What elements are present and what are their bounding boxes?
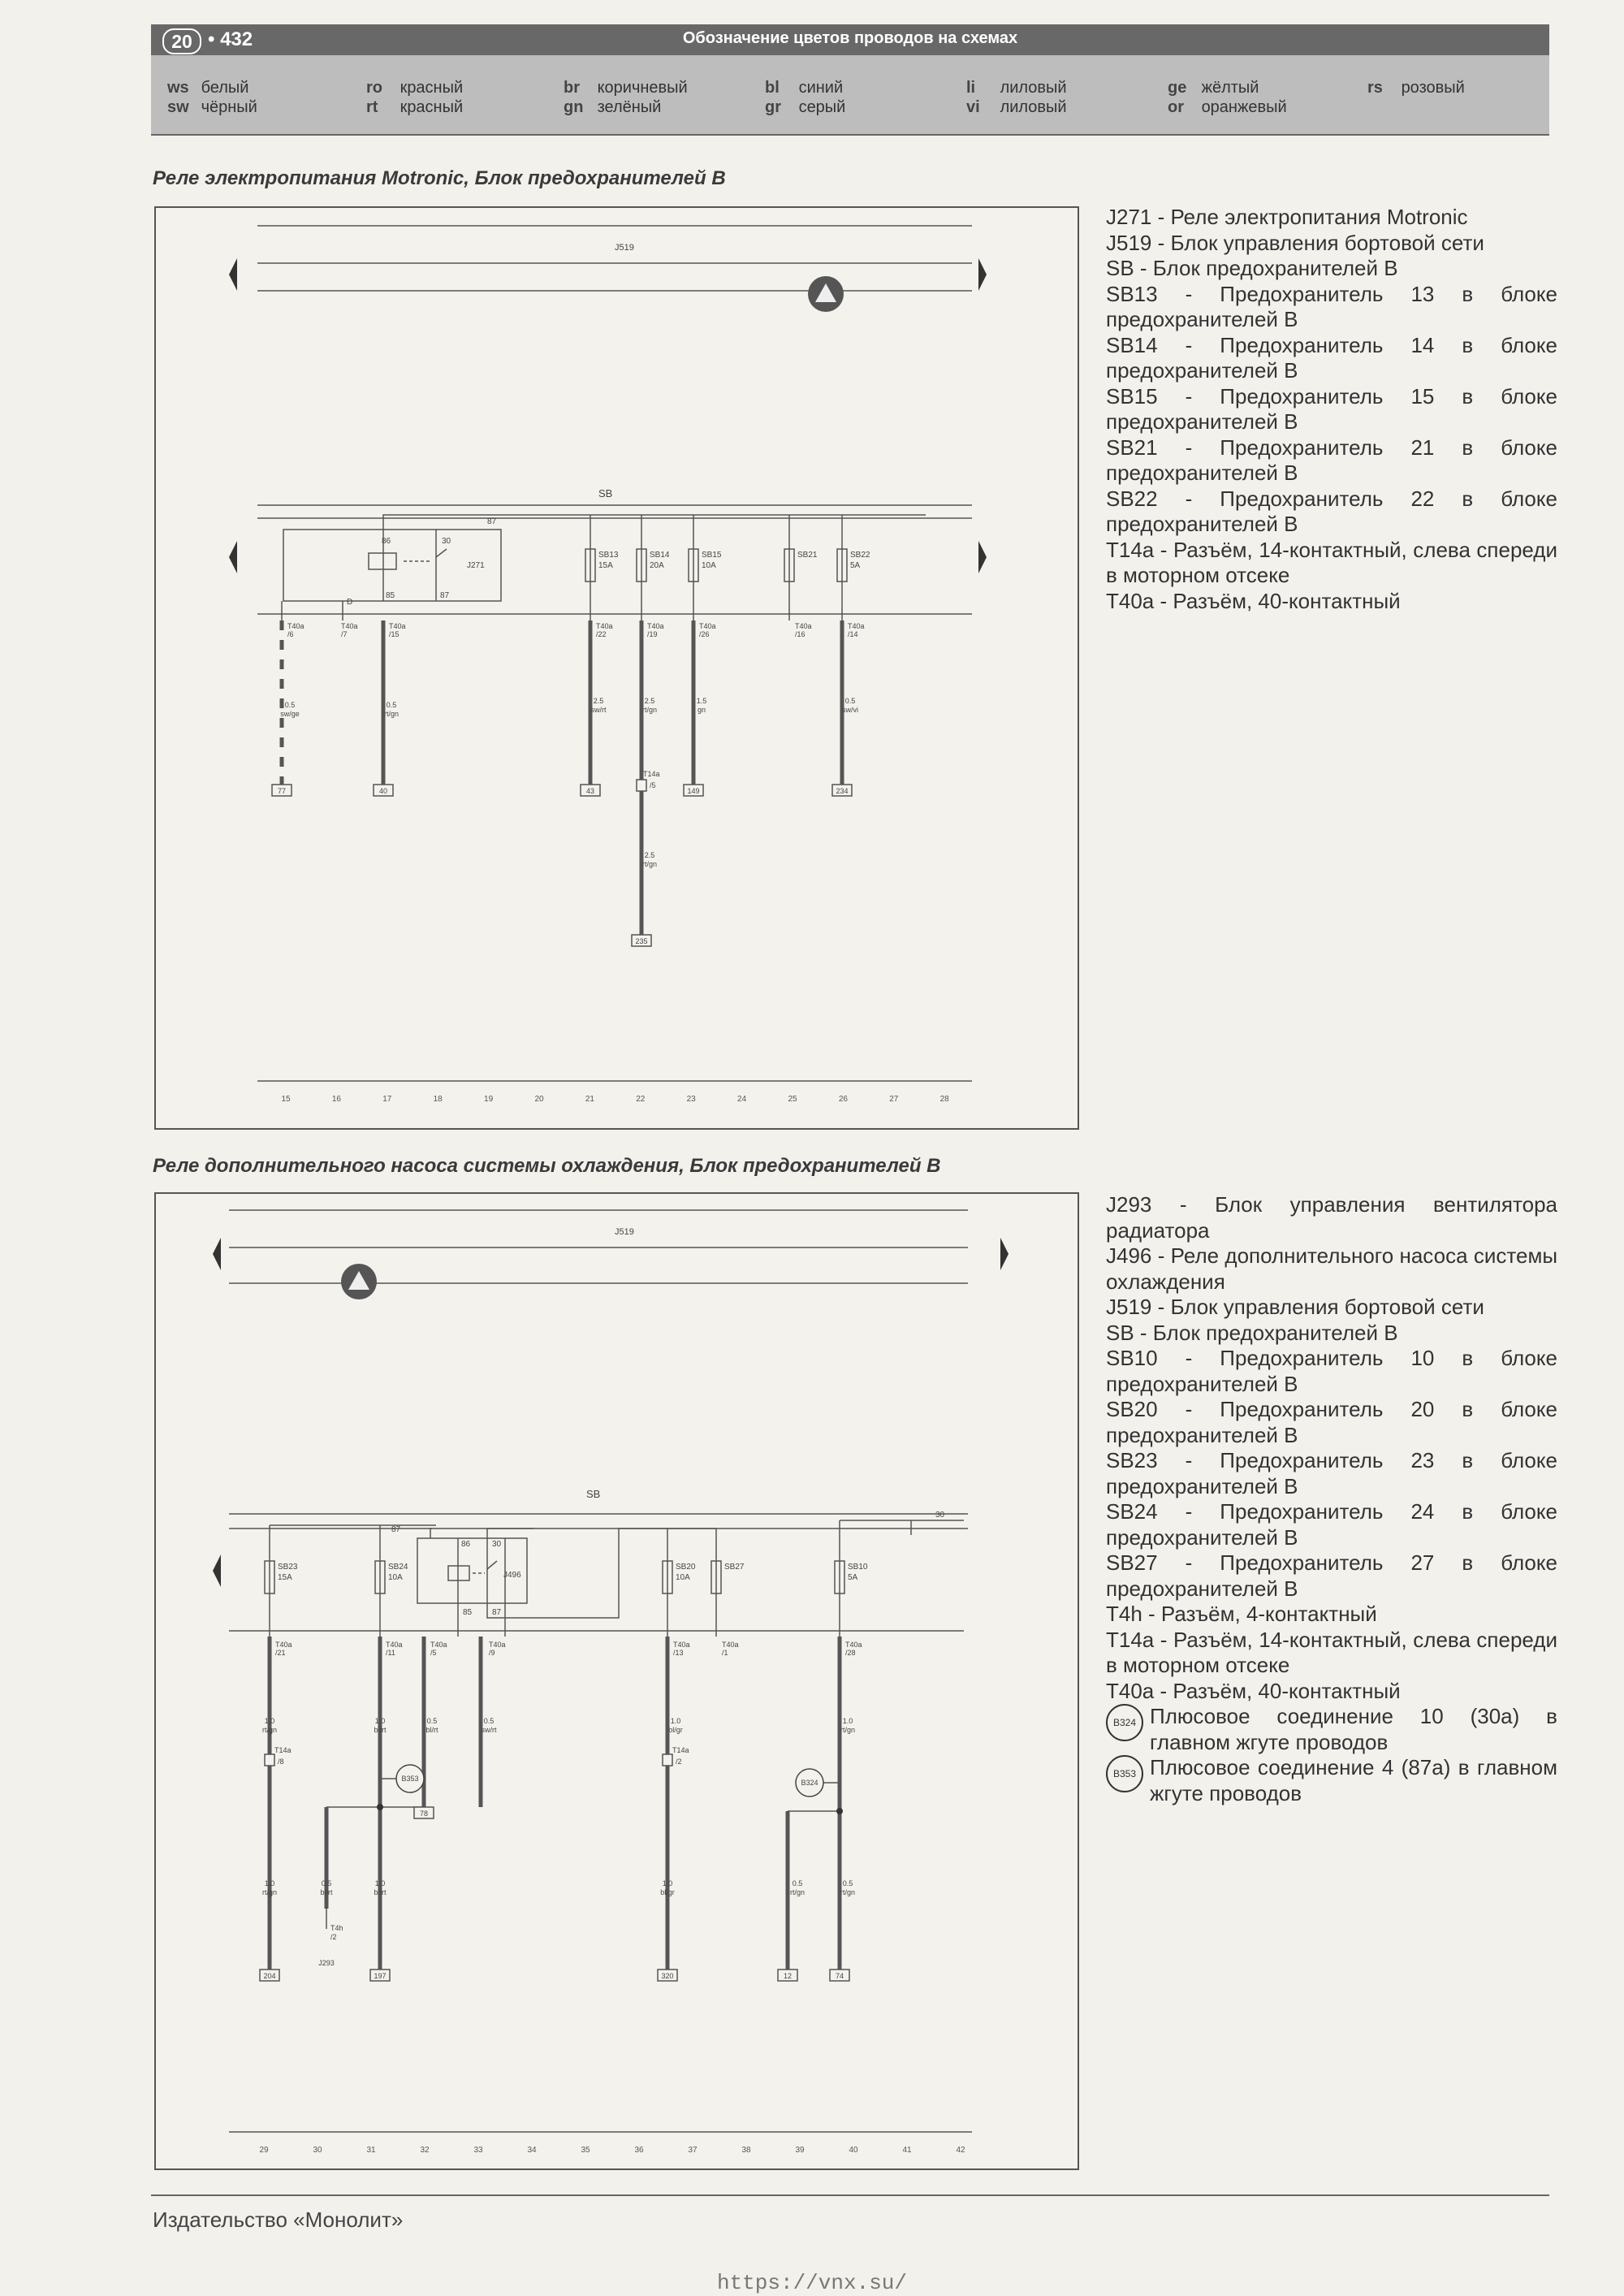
junction-dot — [836, 1808, 843, 1814]
wire-size: 1.0 — [264, 1717, 275, 1725]
connector-label: T40a — [647, 622, 664, 630]
arrow-right-icon — [978, 258, 987, 291]
connector-label: T4h — [330, 1924, 343, 1932]
connector-pin: /13 — [673, 1649, 684, 1657]
grid-number: 32 — [420, 2146, 430, 2155]
node-symbol-icon: B353 — [1106, 1755, 1143, 1792]
t14a-connector — [637, 780, 646, 791]
wire-size: 0.5 — [844, 697, 856, 705]
legend-item: SB15 - Предохранитель 15 в блоке предохранителей В — [1106, 383, 1557, 434]
color-code-list: ge жёлтый or оранжевый — [1168, 79, 1287, 116]
grid-number: 28 — [939, 1095, 949, 1104]
wire-size: 2.5 — [644, 697, 655, 705]
wire-size: 0.5 — [792, 1879, 803, 1887]
connector-pin: /11 — [386, 1649, 395, 1657]
connector-pin: /19 — [647, 630, 658, 638]
ref-number: 77 — [277, 787, 287, 795]
legend-item: SB13 - Предохранитель 13 в блоке предохранителей В — [1106, 281, 1557, 331]
relay-pin: 87 — [440, 591, 450, 600]
connector-pin: /16 — [795, 630, 806, 638]
grid-number: 25 — [788, 1095, 797, 1104]
connector-pin: /2 — [330, 1933, 337, 1941]
arrow-left-icon — [213, 1238, 221, 1270]
j519-label: J519 — [615, 243, 634, 253]
legend-item: J271 - Реле электропитания Motronic — [1106, 205, 1468, 229]
grid-numbers — [281, 1095, 949, 1104]
fuse-name: SB27 — [724, 1563, 745, 1572]
bus-30-label: 30 — [935, 1511, 945, 1520]
color-code-list: ws белый sw чёрный — [167, 79, 257, 116]
wire-color: bl/rt — [320, 1888, 333, 1896]
grid-number: 30 — [313, 2146, 322, 2155]
wire-color: bl/rt — [374, 1888, 387, 1896]
wire-color: rt/gn — [840, 1888, 856, 1896]
wire-size: 1.0 — [670, 1717, 681, 1725]
wire-color: sw/ge — [280, 710, 300, 718]
connector-label: T40a — [845, 1641, 862, 1649]
fuse-name: SB20 — [676, 1563, 696, 1572]
sb-label: SB — [598, 487, 613, 499]
connector-pin: /5 — [430, 1649, 437, 1657]
connector-pin: /14 — [848, 630, 858, 638]
fuse-name: SB21 — [797, 551, 818, 560]
wire-color: bl/rt — [425, 1726, 438, 1734]
connector-label: T14a — [672, 1746, 689, 1754]
legend-item: J519 - Блок управления бортовой сети — [1106, 1295, 1484, 1319]
t14a-connector — [265, 1754, 274, 1766]
legend-item: J496 - Реле дополнительного насоса системы охлаждения — [1106, 1243, 1557, 1294]
footer-rule — [151, 2194, 1549, 2196]
fuse-rating: 5A — [848, 1573, 858, 1582]
grid-number: 38 — [741, 2146, 751, 2155]
relay-pin: 30 — [492, 1540, 502, 1549]
relay-pin: 30 — [442, 537, 451, 546]
connector-label: T40a — [722, 1641, 739, 1649]
connector-pin: /1 — [722, 1649, 728, 1657]
ref-number: 43 — [585, 787, 595, 795]
wiring-diagram-1 — [156, 208, 1078, 1128]
relay-label: J271 — [467, 561, 485, 570]
ref-number: 40 — [378, 787, 388, 795]
color-code-list: ro красный rt красный — [366, 79, 464, 116]
legend-item: SB24 - Предохранитель 24 в блоке предохранителей В — [1106, 1499, 1557, 1550]
color-code-list: bl синий gr серый — [765, 79, 846, 116]
legend-item: SB23 - Предохранитель 23 в блоке предохранителей В — [1106, 1448, 1557, 1498]
connector-label: T40a — [386, 1641, 403, 1649]
connector-label: T40a — [596, 622, 613, 630]
relay-pin: 85 — [386, 591, 395, 600]
wire-size: 1.0 — [842, 1717, 853, 1725]
color-code-list: rs розовый — [1367, 79, 1465, 97]
wire-color: rt/gn — [641, 706, 658, 714]
wire-size: 0.5 — [426, 1717, 438, 1725]
fuse-rating: 20A — [650, 561, 664, 570]
bus-87-label: 87 — [487, 517, 497, 526]
fuse-rating: 5A — [850, 561, 861, 570]
fuse-rating: 10A — [388, 1573, 403, 1582]
grid-number: 21 — [585, 1095, 594, 1104]
arrow-left-icon — [229, 258, 237, 291]
connector-label: T40a — [795, 622, 812, 630]
connector-pin: /26 — [699, 630, 710, 638]
connector-pin: /15 — [389, 630, 400, 638]
wire-size: 0.5 — [483, 1717, 495, 1725]
connector-label: T14a — [274, 1746, 292, 1754]
legend-item: SB10 - Предохранитель 10 в блоке предохранителей В — [1106, 1346, 1557, 1396]
node-symbol-icon: B324 — [1106, 1704, 1143, 1741]
wire-color: rt/gn — [383, 710, 400, 718]
wire-color: sw/vi — [842, 706, 858, 714]
fuse-rating: 15A — [278, 1573, 292, 1582]
grid-number: 42 — [956, 2146, 965, 2155]
diode-label: D — [347, 598, 353, 607]
fuse-rating: 10A — [676, 1573, 690, 1582]
wire-color: sw/rt — [481, 1726, 497, 1734]
grid-number: 40 — [849, 2146, 858, 2155]
wire-color: bl/rt — [374, 1726, 387, 1734]
color-code-list: li лиловый vi лиловый — [966, 79, 1067, 116]
fuse-name: SB24 — [388, 1563, 408, 1572]
grid-number: 24 — [737, 1095, 747, 1104]
grid-number: 33 — [473, 2146, 483, 2155]
grid-number: 26 — [838, 1095, 848, 1104]
grid-number: 16 — [331, 1095, 341, 1104]
wire-size: 0.5 — [321, 1879, 332, 1887]
wire-color: rt/gn — [261, 1726, 278, 1734]
wire-color: rt/gn — [840, 1726, 856, 1734]
sb-label: SB — [586, 1488, 601, 1500]
connector-pin: /6 — [287, 630, 294, 638]
grid-number: 20 — [534, 1095, 544, 1104]
legend-item: T40a - Разъём, 40-контактный — [1106, 588, 1401, 613]
color-code-list: br коричневый gn зелёный — [564, 79, 688, 116]
ref-number: 197 — [374, 1972, 387, 1980]
ground-icon — [808, 276, 844, 312]
connector-label: T40a — [430, 1641, 447, 1649]
ground-icon — [341, 1264, 377, 1299]
ref-number: 235 — [635, 937, 648, 945]
fuse-name: SB23 — [278, 1563, 298, 1572]
legend-item: SB22 - Предохранитель 22 в блоке предохранителей В — [1106, 486, 1557, 536]
relay-pin: 87 — [492, 1608, 502, 1617]
grid-number: 36 — [634, 2146, 644, 2155]
fuse-name: SB22 — [850, 551, 870, 560]
legend-symbol-text: Плюсовое соединение 10 (30a) в главном жгуте проводов — [1150, 1704, 1557, 1754]
ref-number: 74 — [835, 1972, 844, 1980]
wire-size: 0.5 — [386, 701, 397, 709]
watermark-url: https://vnx.su/ — [716, 2271, 908, 2295]
arrow-right-icon — [978, 541, 987, 573]
arrow-right-icon — [1000, 1238, 1009, 1270]
wire-size: 0.5 — [842, 1879, 853, 1887]
legend-symbol-text: Плюсовое соединение 4 (87a) в главном жгуте проводов — [1150, 1755, 1557, 1805]
grid-number: 22 — [636, 1095, 646, 1104]
legend-item: T14a - Разъём, 14-контактный, слева спереди в моторном отсеке — [1106, 1627, 1557, 1677]
relay-pin: 85 — [463, 1608, 473, 1617]
grid-number: 41 — [902, 2146, 912, 2155]
color-code-header — [151, 24, 1549, 134]
section1-diagram — [154, 206, 1079, 1130]
publisher-name: Издательство «Монолит» — [153, 2207, 404, 2232]
legend-item: SB21 - Предохранитель 21 в блоке предохранителей В — [1106, 435, 1557, 485]
ref-number: 234 — [836, 787, 849, 795]
fuse-name: SB10 — [848, 1563, 868, 1572]
connector-label: T40a — [699, 622, 716, 630]
fuse-name: SB14 — [650, 551, 670, 560]
legend-item: SB20 - Предохранитель 20 в блоке предохранителей В — [1106, 1397, 1557, 1447]
section1-title: Реле электропитания Motronic, Блок предохранителей В — [153, 167, 726, 189]
connector-label: T14a — [643, 770, 660, 778]
bus-87-label: 87 — [391, 1525, 401, 1534]
wire-size: 1.0 — [662, 1879, 673, 1887]
legend-item: J293 - Блок управления вентилятора радиатора — [1106, 1192, 1557, 1243]
legend-item: SB - Блок предохранителей В — [1106, 1320, 1398, 1345]
connector-label: T40a — [275, 1641, 292, 1649]
arrow-left-icon — [229, 541, 237, 573]
t14a-connector — [663, 1754, 672, 1766]
grid-number: 17 — [382, 1095, 392, 1104]
ref-number: 12 — [783, 1972, 793, 1980]
junction-dot — [377, 1804, 383, 1810]
fuse-rating: 15A — [598, 561, 613, 570]
wire-size: 1.0 — [374, 1879, 386, 1887]
connector-pin: /9 — [489, 1649, 495, 1657]
chapter-badge: 20 — [162, 28, 201, 54]
j293-label: J293 — [318, 1959, 335, 1967]
grid-number: 29 — [259, 2146, 269, 2155]
grid-numbers — [259, 2146, 965, 2155]
header-band — [151, 24, 1549, 55]
grid-number: 19 — [484, 1095, 494, 1104]
connector-label: T40a — [341, 622, 358, 630]
grid-number: 37 — [688, 2146, 698, 2155]
header-title: Обозначение цветов проводов на схемах — [682, 29, 1018, 47]
header-rule — [151, 134, 1549, 136]
wire-color: sw/rt — [590, 706, 607, 714]
fuse-name: SB13 — [598, 551, 619, 560]
section1-legend — [1106, 205, 1557, 614]
wire-color: rt/gn — [261, 1888, 278, 1896]
legend-item: SB27 - Предохранитель 27 в блоке предохранителей В — [1106, 1550, 1557, 1601]
section2-diagram — [154, 1192, 1079, 2170]
ref-number: 149 — [687, 787, 700, 795]
relay-pin: 86 — [461, 1540, 471, 1549]
section2-legend — [1106, 1192, 1557, 1806]
wire-size: 1.0 — [374, 1717, 386, 1725]
node-label: B353 — [401, 1775, 419, 1783]
connector-pin: /8 — [278, 1758, 284, 1766]
legend-item: T40a - Разъём, 40-контактный — [1106, 1678, 1401, 1703]
wire-color: bl/gr — [668, 1726, 683, 1734]
wire-color: rt/gn — [641, 860, 658, 868]
page-number: • 432 — [208, 28, 253, 50]
wire-color: gn — [697, 706, 706, 714]
legend-item: T4h - Разъём, 4-контактный — [1106, 1602, 1377, 1626]
wire-color: bl/gr — [660, 1888, 675, 1896]
legend-item: J519 - Блок управления бортовой сети — [1106, 230, 1484, 255]
grid-number: 35 — [581, 2146, 590, 2155]
wiring-diagram-2 — [156, 1194, 1078, 2168]
relay-label: J496 — [503, 1571, 521, 1580]
legend-item: SB - Блок предохранителей В — [1106, 256, 1398, 280]
wire-size: 1.5 — [696, 697, 707, 705]
legend-item: SB14 - Предохранитель 14 в блоке предохранителей В — [1106, 332, 1557, 383]
wire-size: 1.0 — [264, 1879, 275, 1887]
legend-symbol-item — [1106, 1755, 1557, 1806]
wire-size: 2.5 — [593, 697, 604, 705]
wire-size: 2.5 — [644, 851, 655, 859]
node-b324 — [796, 1769, 840, 1797]
wire-size: 0.5 — [284, 701, 296, 709]
connector-label: T40a — [389, 622, 406, 630]
node-label: B324 — [801, 1779, 818, 1787]
ref-number: 204 — [263, 1972, 276, 1980]
fuse-name: SB15 — [702, 551, 722, 560]
legend-item: T14a - Разъём, 14-контактный, слева спереди в моторном отсеке — [1106, 537, 1557, 587]
connector-label: T40a — [673, 1641, 690, 1649]
section2-title: Реле дополнительного насоса системы охлаждения, Блок предохранителей В — [153, 1155, 941, 1177]
grid-number: 34 — [527, 2146, 537, 2155]
connector-label: T40a — [287, 622, 304, 630]
ref-number: 78 — [419, 1810, 429, 1818]
grid-number: 23 — [686, 1095, 696, 1104]
connector-pin: /21 — [275, 1649, 286, 1657]
connector-label: T40a — [489, 1641, 506, 1649]
connector-pin: /2 — [676, 1758, 682, 1766]
grid-number: 18 — [433, 1095, 443, 1104]
node-b353 — [380, 1765, 424, 1792]
grid-number: 15 — [281, 1095, 291, 1104]
fuse-rating: 10A — [702, 561, 716, 570]
grid-number: 31 — [366, 2146, 376, 2155]
legend-symbol-item — [1106, 1704, 1557, 1755]
ref-number: 320 — [661, 1972, 674, 1980]
connector-pin: /5 — [650, 781, 656, 789]
connector-pin: /22 — [596, 630, 607, 638]
connector-label: T40a — [848, 622, 865, 630]
j519-label: J519 — [615, 1227, 634, 1237]
arrow-left-icon — [213, 1554, 221, 1587]
grid-number: 27 — [889, 1095, 899, 1104]
relay-pin: 86 — [382, 537, 391, 546]
connector-pin: /28 — [845, 1649, 856, 1657]
wire-color: rt/gn — [789, 1888, 806, 1896]
connector-pin: /7 — [341, 630, 348, 638]
grid-number: 39 — [795, 2146, 805, 2155]
